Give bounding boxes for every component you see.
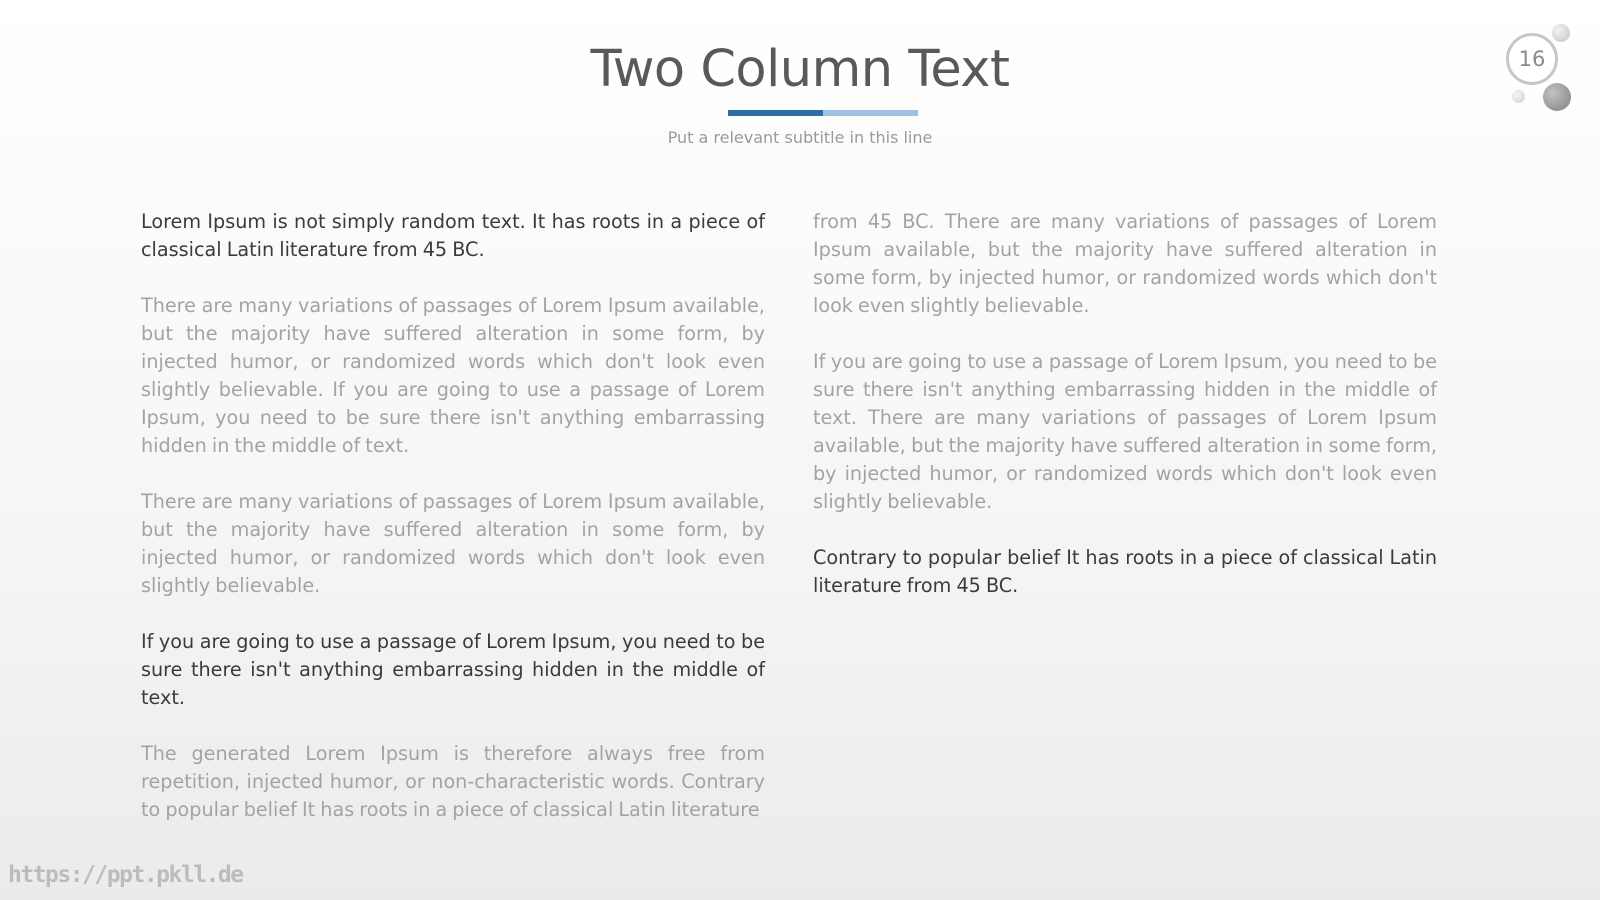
left-text-column [141,208,765,852]
slide-title: Two Column Text [590,40,1010,99]
decor-dot-large [1543,83,1571,111]
right-text-column [813,208,1437,628]
left-paragraph-3: There are many variations of passages of Lorem Ipsum available, but the majority have suffered alteration in some form, by injected humor, or randomized words which don't look even slightly believable. [141,490,765,597]
right-paragraph-1: from 45 BC. There are many variations of passages of Lorem Ipsum available, but the majority have suffered alteration in some form, by injected humor, or randomized words which don't look even slightly believable. [813,210,1437,317]
left-paragraph-4: If you are going to use a passage of Lorem Ipsum, you need to be sure there isn't anything embarrassing hidden in the middle of text. [141,630,765,709]
title-underline-light-segment [823,110,918,116]
right-paragraph-2: If you are going to use a passage of Lorem Ipsum, you need to be sure there isn't anything embarrassing hidden in the middle of text. There are many variations of passages of Lorem Ipsum available, but the majority have suffered alteration in some form, by injected humor, or randomized words which don't look even slightly believable. [813,350,1437,513]
left-paragraph-1: Lorem Ipsum is not simply random text. It has roots in a piece of classical Latin literature from 45 BC. [141,210,765,261]
decor-dot-top [1552,24,1570,42]
decor-dot-small [1512,90,1525,103]
slide-subtitle: Put a relevant subtitle in this line [667,128,933,147]
right-paragraph-3: Contrary to popular belief It has roots in a piece of classical Latin literature from 45 BC. [813,546,1437,597]
left-paragraph-5: The generated Lorem Ipsum is therefore always free from repetition, injected humor, or non-characteristic words. Contrary to popular belief It has roots in a piece of classical Latin literature [141,742,765,821]
title-underline [728,110,918,116]
page-number-badge [1500,20,1592,116]
page-number: 16 [1506,33,1558,85]
left-paragraph-2: There are many variations of passages of Lorem Ipsum available, but the majority have suffered alteration in some form, by injected humor, or randomized words which don't look even slightly believable. If you are going to use a passage of Lorem Ipsum, you need to be sure there isn't anything embarrassing hidden in the middle of text. [141,294,765,457]
title-underline-dark-segment [728,110,823,116]
watermark-url: https://ppt.pkll.de [8,862,243,888]
